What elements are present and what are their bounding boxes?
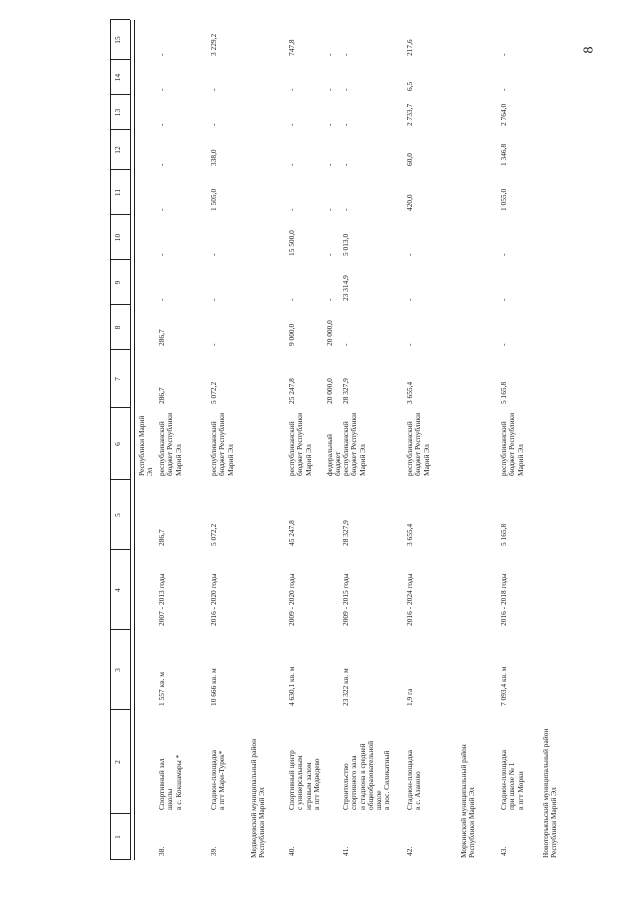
object-name xyxy=(342,714,392,810)
header-col-12: 12 xyxy=(113,146,122,154)
amount-c8: 20 000,0 xyxy=(325,320,334,346)
amount-c14: - xyxy=(325,88,334,91)
amount-c15: - xyxy=(499,53,508,56)
object-name-line: Спортивный зал xyxy=(157,758,166,810)
funding-source: республиканский бюджет Республики Марий Эл xyxy=(405,412,431,476)
amount-c8: - xyxy=(499,343,508,346)
amount-c10: - xyxy=(405,253,414,256)
object-name-line: общеобразовательной xyxy=(365,740,375,810)
amount-c13: - xyxy=(157,123,166,126)
amount-c12: - xyxy=(325,163,334,166)
amount-c8: - xyxy=(341,343,350,346)
object-name-line: школы xyxy=(165,788,175,810)
amount-c12: - xyxy=(157,163,166,166)
amount-c7: 286,7 xyxy=(157,387,166,404)
header-col-1: 1 xyxy=(113,835,122,839)
amount-c11: - xyxy=(341,208,350,211)
amount-c14: - xyxy=(499,88,508,91)
amount-c15: 217,6 xyxy=(405,39,414,56)
total-cost: 286,7 xyxy=(157,529,166,546)
funding-source: республиканский бюджет Республики Марий Эл xyxy=(341,412,367,476)
row-number: 39. xyxy=(209,846,218,856)
amount-c10: - xyxy=(325,253,334,256)
amount-c11: - xyxy=(325,208,334,211)
amount-c10: - xyxy=(209,253,218,256)
amount-c11: - xyxy=(157,208,166,211)
header-col-11: 11 xyxy=(113,188,122,197)
amount-c15: - xyxy=(341,53,350,56)
amount-c10: 15 500,0 xyxy=(287,230,296,256)
object-name-line: в пгт Морки xyxy=(515,771,525,810)
amount-c13: - xyxy=(287,123,296,126)
amount-c11: 1 505,0 xyxy=(209,188,218,211)
amount-c12: 338,0 xyxy=(209,149,218,166)
header-double-border xyxy=(134,20,135,860)
capacity: 10 666 кв. м xyxy=(209,668,218,706)
total-cost: 5 165,8 xyxy=(499,523,508,546)
period: 2007 - 2013 годы xyxy=(157,573,166,626)
header-col-14: 14 xyxy=(113,73,122,82)
amount-c8: 9 000,0 xyxy=(287,323,296,346)
header-col-9: 9 xyxy=(113,280,122,285)
total-cost: 5 072,2 xyxy=(209,523,218,546)
amount-c9: 23 314,9 xyxy=(341,275,350,301)
object-name-line: Строительство xyxy=(341,763,350,810)
amount-c7: 20 000,0 xyxy=(325,378,334,404)
header-col-3: 3 xyxy=(113,668,122,672)
object-name-line: игровым залом xyxy=(303,762,313,810)
period: 2009 - 2015 годы xyxy=(341,573,350,626)
row-number: 38. xyxy=(157,846,166,856)
header-col-13: 13 xyxy=(113,108,122,117)
total-cost: 45 247,8 xyxy=(287,520,296,546)
amount-c10: - xyxy=(157,253,166,256)
amount-c9: - xyxy=(499,298,508,301)
amount-c7: 5 165,8 xyxy=(499,381,508,404)
object-name xyxy=(500,714,525,810)
amount-c13: - xyxy=(325,123,334,126)
amount-c15: 3 229,2 xyxy=(209,33,218,56)
row-number: 40. xyxy=(287,846,296,856)
amount-c12: 1 346,8 xyxy=(499,143,508,166)
amount-c14: 6,5 xyxy=(405,81,414,91)
carry-over-source: Республики Марий Эл xyxy=(137,415,155,476)
object-name-line: в с. Азаново xyxy=(413,771,423,810)
amount-c7: 25 247,8 xyxy=(287,378,296,404)
object-name-line: в пгт Мари-Турек* xyxy=(217,750,227,810)
capacity: 23 322 кв. м xyxy=(341,668,350,706)
amount-c13: - xyxy=(341,123,350,126)
capacity: 7 093,4 кв. м xyxy=(499,666,508,706)
header-col-10: 10 xyxy=(113,233,122,242)
district-heading: Медведевский муниципальный район Республики Марий Эл xyxy=(249,738,267,858)
header-col-6: 6 xyxy=(113,442,122,446)
object-name-line: в пгт Медведево xyxy=(311,758,321,810)
object-name-line: Стадион-площадка xyxy=(209,749,218,810)
amount-c10: 5 013,0 xyxy=(341,233,350,256)
district-heading: Моркинский муниципальный район Республики Марий Эл xyxy=(459,744,477,858)
amount-c14: - xyxy=(209,88,218,91)
amount-c12: 60,0 xyxy=(405,153,414,166)
rotated-table xyxy=(110,20,580,860)
funding-source: республиканский бюджет Республики Марий Эл xyxy=(499,412,525,476)
funding-source: федеральный бюджет xyxy=(325,434,343,476)
object-name-line: Стадион-площадка xyxy=(499,749,508,810)
amount-c8: - xyxy=(405,343,414,346)
row-number: 43. xyxy=(499,846,508,856)
object-name-line: спортивного зала xyxy=(349,755,359,810)
amount-c9: - xyxy=(287,298,296,301)
amount-c14: - xyxy=(341,88,350,91)
table-top-border xyxy=(110,20,111,860)
amount-c9: - xyxy=(209,298,218,301)
object-name-line: Стадион-площадка xyxy=(405,749,414,810)
amount-c15: 747,8 xyxy=(287,39,296,56)
amount-c10: - xyxy=(499,253,508,256)
amount-c12: - xyxy=(341,163,350,166)
amount-c13: 2 733,7 xyxy=(405,103,414,126)
object-name-line: в с. Кокшамары * xyxy=(173,754,183,810)
amount-c14: - xyxy=(157,88,166,91)
header-col-5: 5 xyxy=(113,513,122,517)
amount-c11: - xyxy=(287,208,296,211)
object-name-line: и стадиона в средней xyxy=(357,743,367,810)
amount-c9: - xyxy=(325,298,334,301)
header-col-2: 2 xyxy=(113,760,122,764)
district-heading: Новоторъяльский муниципальный район Республики Марий Эл xyxy=(541,728,559,858)
row-number: 42. xyxy=(405,846,414,856)
period: 2016 - 2024 годы xyxy=(405,573,414,626)
amount-c12: - xyxy=(287,163,296,166)
funding-source: республиканский бюджет Республики Марий Эл xyxy=(157,412,183,476)
header-bottom-border xyxy=(130,20,131,860)
amount-c7: 5 072,2 xyxy=(209,381,218,404)
amount-c14: - xyxy=(287,88,296,91)
object-name-line: при школе № 1 xyxy=(507,762,517,810)
object-name xyxy=(288,714,321,810)
amount-c13: - xyxy=(209,123,218,126)
amount-c15: - xyxy=(325,53,334,56)
amount-c11: 420,0 xyxy=(405,194,414,211)
object-name-line: школе xyxy=(374,790,384,810)
capacity: 1 557 кв. м xyxy=(157,672,166,706)
amount-c9: - xyxy=(157,298,166,301)
header-col-4: 4 xyxy=(113,588,122,592)
amount-c11: 1 055,0 xyxy=(499,188,508,211)
total-cost: 28 327,9 xyxy=(341,520,350,546)
amount-c8: - xyxy=(209,343,218,346)
amount-c8: 286,7 xyxy=(157,329,166,346)
object-name-line: Спортивный центр xyxy=(287,750,296,810)
object-name xyxy=(210,714,227,810)
period: 2016 - 2018 годы xyxy=(499,573,508,626)
object-name xyxy=(406,714,423,810)
capacity: 1,9 га xyxy=(405,688,414,706)
object-name-line: с универсальным xyxy=(295,755,305,810)
object-name xyxy=(158,714,183,810)
amount-c15: - xyxy=(157,53,166,56)
row-number: 41. xyxy=(341,846,350,856)
object-name-line: в пос. Силикатный xyxy=(382,750,392,810)
amount-c7: 28 327,9 xyxy=(341,378,350,404)
amount-c7: 3 655,4 xyxy=(405,381,414,404)
funding-source: республиканский бюджет Республики Марий Эл xyxy=(209,412,235,476)
header-col-8: 8 xyxy=(113,325,122,330)
funding-source: республиканский бюджет Республики Марий Эл xyxy=(287,412,313,476)
total-cost: 3 655,4 xyxy=(405,523,414,546)
amount-c13: 2 764,0 xyxy=(499,103,508,126)
period: 2016 - 2020 годы xyxy=(209,573,218,626)
amount-c9: - xyxy=(405,298,414,301)
capacity: 4 630,1 кв. м xyxy=(287,666,296,706)
page-number: 8 xyxy=(581,46,597,54)
header-col-7: 7 xyxy=(113,377,122,381)
period: 2009 - 2020 годы xyxy=(287,573,296,626)
header-col-15: 15 xyxy=(113,36,122,44)
